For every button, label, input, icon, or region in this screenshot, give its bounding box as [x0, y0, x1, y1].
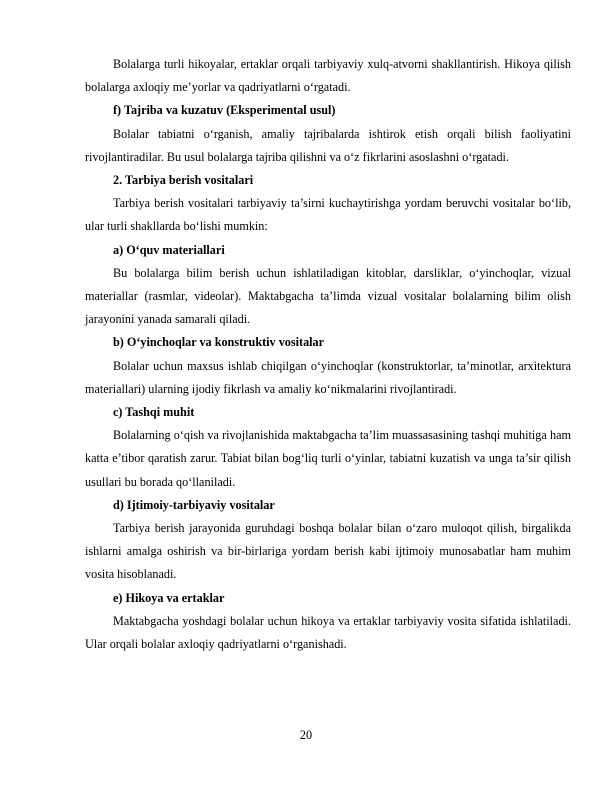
paragraph-experimental-method: Bolalar tabiatni o‘rganish, amaliy tajribalarda ishtirok etish orqali bilish faoliyatini rivojlantiradilar. Bu usul bolalarga tajriba qilishni va o‘z fikrlarini asoslashni o‘rgatadi. [85, 126, 571, 164]
paragraph-outdoor-environment: Bolalarning o‘qish va rivojlanishida maktabgacha ta’lim muassasasining tashqi muhitiga ham katta e’tibor qaratish zarur. Tabiat bilan bog‘liq turli o‘yinlar, tabiatni kuzatish va unga ta’sir qilish usullari bu borada qo‘llaniladi. [85, 428, 571, 489]
paragraph-toys-constructive-tools: Bolalar uchun maxsus ishlab chiqilgan o‘yinchoqlar (konstruktorlar, ta’minotlar, arxitektura materiallari) ularning ijodiy fikrlash va amaliy ko‘nikmalarini rivojlantiradi. [85, 358, 571, 396]
heading-social-educational-tools: d) Ijtimoiy-tarbiyaviy vositalar [113, 497, 275, 512]
page-number: 20 [299, 728, 313, 742]
heading-outdoor-environment: c) Tashqi muhit [113, 405, 195, 420]
heading-upbringing-tools: 2. Tarbiya berish vositalari [113, 173, 254, 188]
heading-stories-fairy-tales: e) Hikoya va ertaklar [113, 590, 225, 605]
heading-experimental-method: f) Tajriba va kuzatuv (Eksperimental usul) [113, 103, 336, 118]
paragraph-upbringing-tools: Tarbiya berish vositalari tarbiyaviy ta’sirni kuchaytirishga yordam beruvchi vositalar bo‘lib, ular turli shakllarda bo‘lishi mumkin: [85, 196, 571, 234]
paragraph-stories-fairy-tales: Maktabgacha yoshdagi bolalar uchun hikoya va ertaklar tarbiyaviy vosita sifatida ishlatiladi. Ular orqali bolalar axloqiy qadriyatlarni o‘rganishadi. [85, 613, 571, 652]
paragraph-learning-materials: Bu bolalarga bilim berish uchun ishlatiladigan kitoblar, darsliklar, o‘yinchoqlar, vizual materiallar (rasmlar, videolar). Maktabgacha ta’limda vizual vositalar bolalarning bilim olish jarayonini yanada samarali qiladi. [85, 265, 571, 327]
paragraph-storytelling-intro: Bolalarga turli hikoyalar, ertaklar orqali tarbiyaviy xulq-atvorni shakllantirish. Hikoya qilish bolalarga axloqiy me’yorlar va qadriyatlarni o‘rgatadi. [85, 57, 571, 95]
paragraph-social-educational-tools: Tarbiya berish jarayonida guruhdagi boshqa bolalar bilan o‘zaro muloqot qilish, birgalikda ishlarni amalga oshirish va bir-birlariga yordam berish kabi ijtimoiy munosabatlar ham muhim vosita hisoblanadi. [85, 521, 571, 582]
heading-toys-constructive-tools: b) O‘yinchoqlar va konstruktiv vositalar [113, 335, 325, 350]
heading-learning-materials: a) O‘quv materiallari [113, 242, 225, 257]
page-content [85, 53, 571, 656]
